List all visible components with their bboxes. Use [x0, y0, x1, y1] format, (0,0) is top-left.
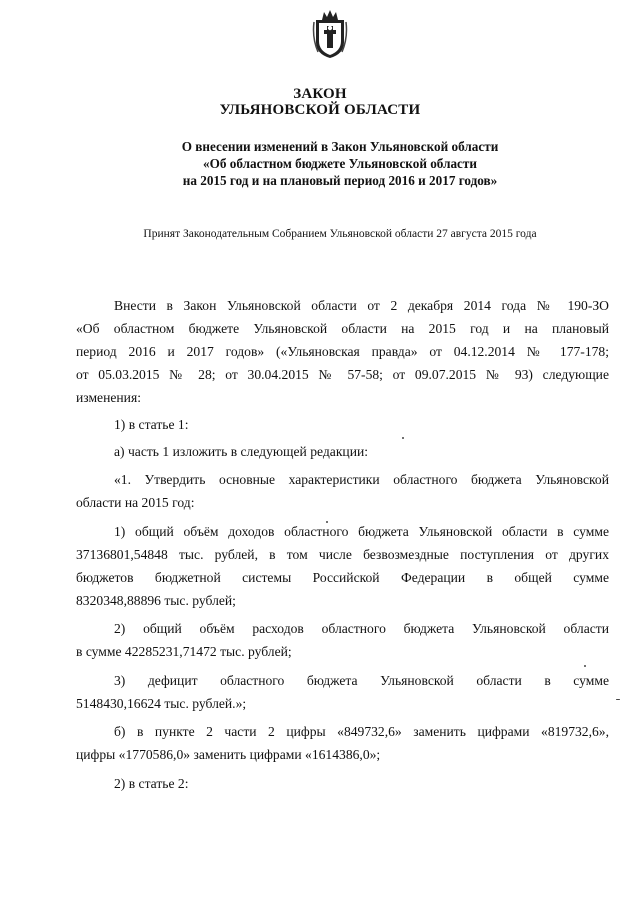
- body-line: Внести в Закон Ульяновской области от 2 декабря 2014 года № 190-ЗО: [114, 298, 609, 313]
- coat-of-arms-emblem: [312, 8, 348, 60]
- body-line: в сумме 42285231,71472 тыс. рублей;: [76, 644, 292, 659]
- region-heading: УЛЬЯНОВСКОЙ ОБЛАСТИ: [219, 102, 421, 118]
- body-line: а) часть 1 изложить в следующей редакции:: [114, 444, 369, 459]
- body-line: 3) дефицит областного бюджета Ульяновской области в сумме: [114, 673, 609, 688]
- body-line: бюджетов бюджетной системы Российской Федерации в общей сумме: [76, 570, 609, 585]
- body-line: 1) общий объём доходов областного бюджета Ульяновской области в сумме: [114, 524, 609, 539]
- body-line: 2) общий объём расходов областного бюджета Ульяновской области: [114, 621, 609, 636]
- law-title-line: на 2015 год и на плановый период 2016 и 2017 годов»: [182, 173, 498, 188]
- body-line: «1. Утвердить основные характеристики областного бюджета Ульяновской: [114, 472, 609, 487]
- body-line: 1) в статье 1:: [114, 417, 189, 432]
- body-line: области на 2015 год:: [76, 495, 195, 510]
- body-line: период 2016 и 2017 годов» («Ульяновская правда» от 04.12.2014 № 177-178;: [76, 344, 609, 359]
- body-line: 37136801,54848 тыс. рублей, в том числе безвозмездные поступления от других: [76, 547, 609, 562]
- body-line: б) в пункте 2 части 2 цифры «849732,6» заменить цифрами «819732,6»,: [114, 724, 609, 739]
- body-line: цифры «1770586,0» заменить цифрами «1614386,0»;: [76, 747, 381, 762]
- body-line: 5148430,16624 тыс. рублей.»;: [76, 696, 247, 711]
- scan-speck: [326, 521, 328, 523]
- law-heading: ЗАКОН: [293, 86, 347, 102]
- law-title-line: «Об областном бюджете Ульяновской области: [203, 156, 477, 171]
- body-line: 2) в статье 2:: [114, 776, 189, 791]
- law-title-line: О внесении изменений в Закон Ульяновской области: [181, 139, 499, 154]
- body-line: от 05.03.2015 № 28; от 30.04.2015 № 57-58; от 09.07.2015 № 93) следующие: [76, 367, 609, 382]
- body-line: изменения:: [76, 390, 141, 405]
- scan-speck: [584, 665, 586, 667]
- body-line: 8320348,88896 тыс. рублей;: [76, 593, 236, 608]
- scan-speck: [616, 699, 620, 700]
- adoption-note: Принят Законодательным Собранием Ульяновской области 27 августа 2015 года: [143, 228, 537, 240]
- body-line: «Об областном бюджете Ульяновской области на 2015 год и на плановый: [76, 321, 609, 336]
- scan-speck: [402, 437, 404, 439]
